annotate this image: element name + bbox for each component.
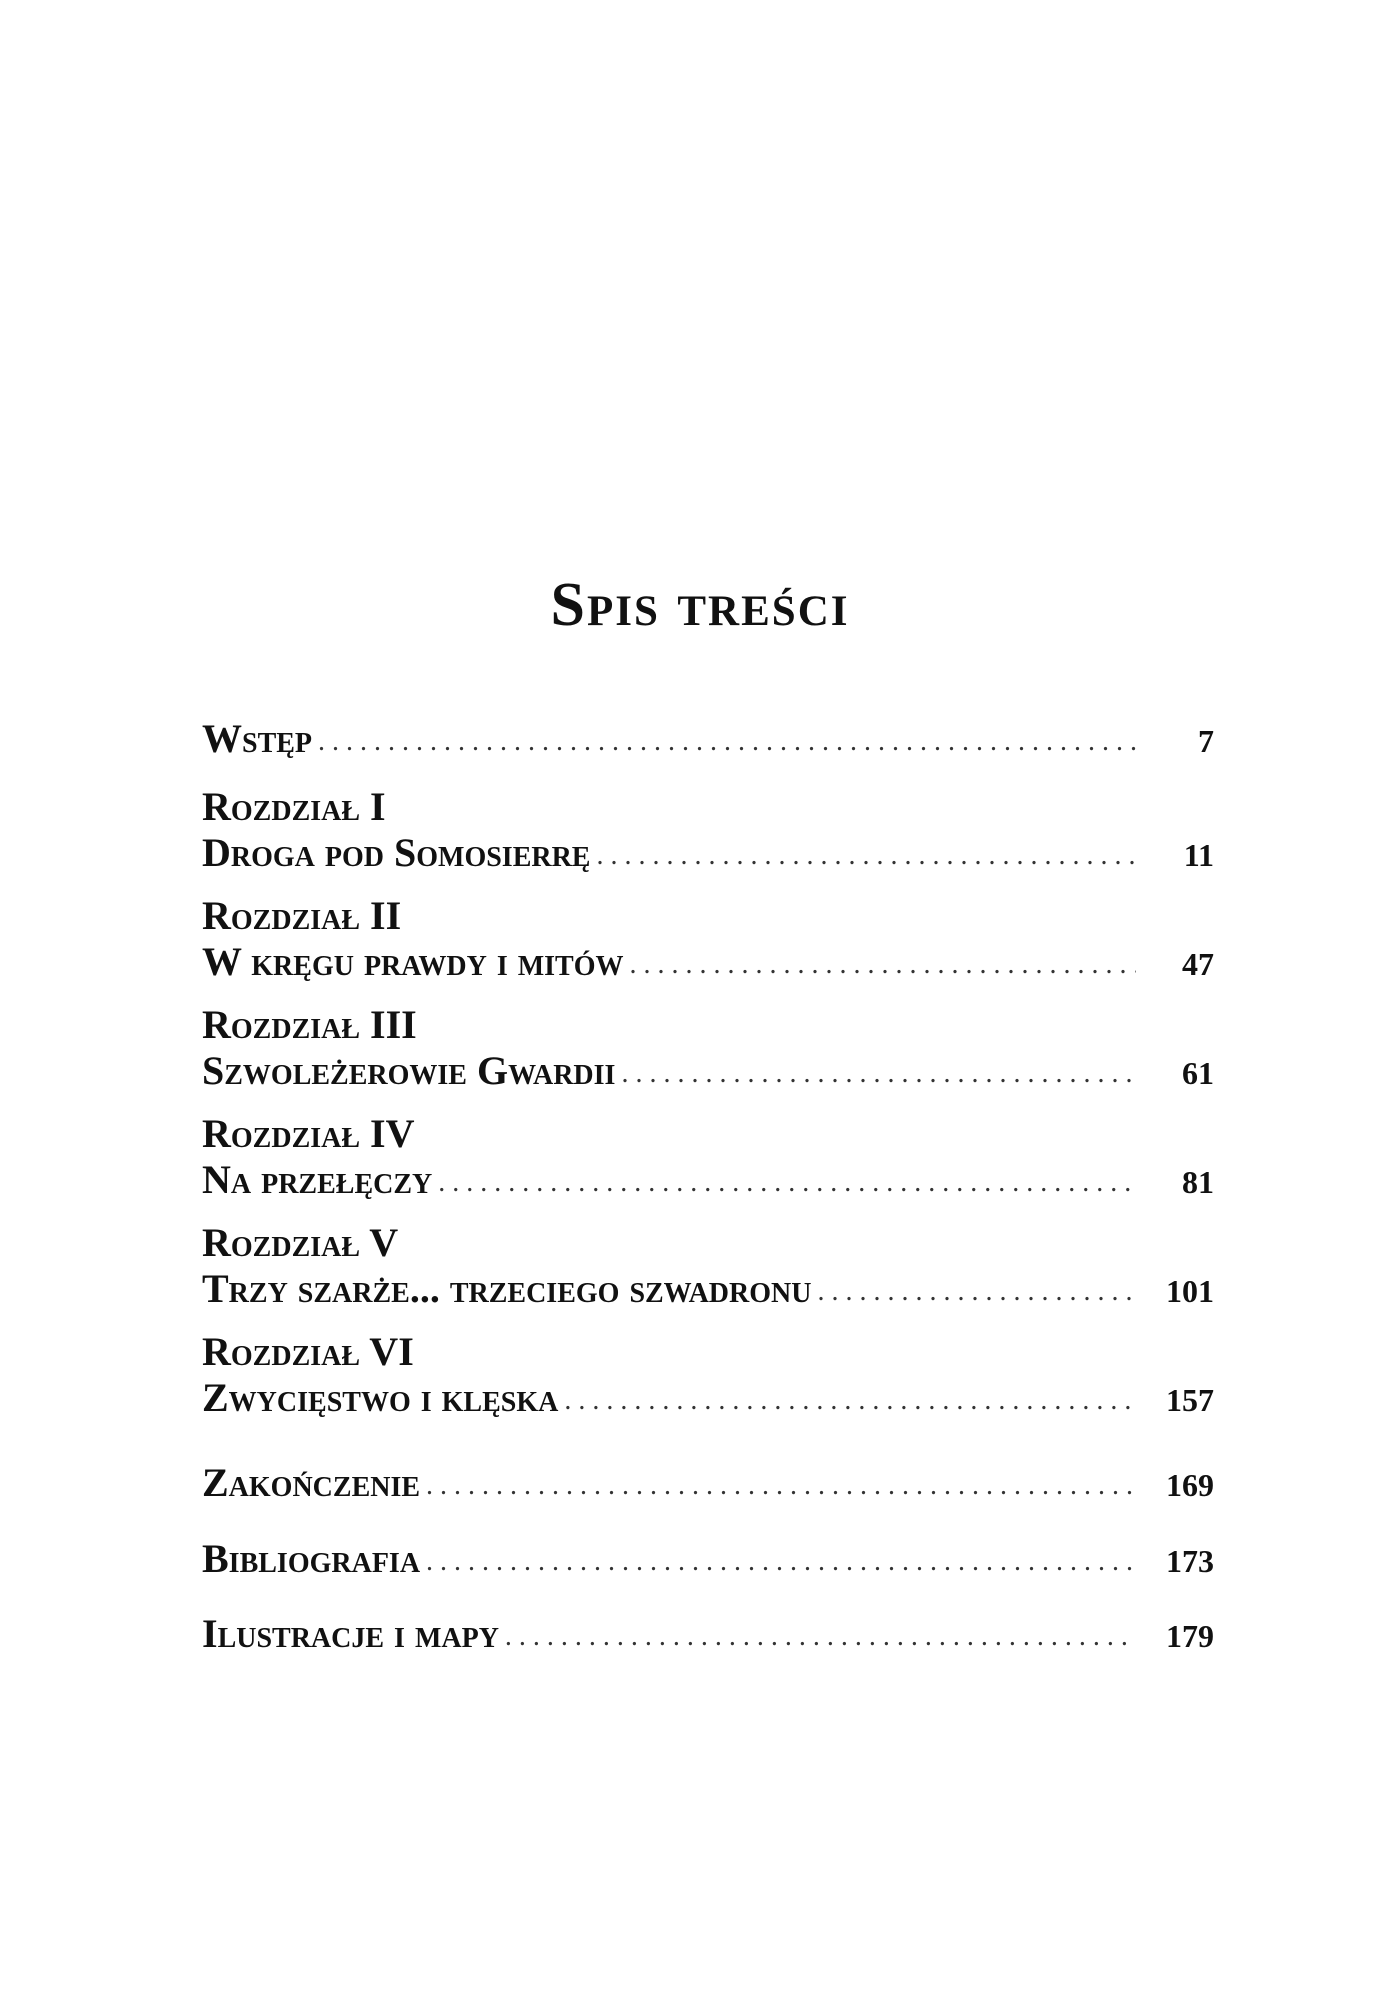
toc-line [202, 1460, 1214, 1511]
toc-entry-conclusion [202, 1460, 1214, 1511]
toc-line [202, 1611, 1214, 1662]
toc-entry-title: W kręgu prawdy i mitów [202, 939, 624, 984]
toc-entry-chapter-5 [202, 1220, 1214, 1317]
toc-page-number: 47 [1182, 946, 1214, 982]
toc-entry-title: Zakończenie [202, 1460, 421, 1505]
toc-entry-chapter-4 [202, 1111, 1214, 1208]
toc-line [202, 830, 1214, 881]
toc-page-number: 169 [1166, 1467, 1214, 1503]
toc-chapter-label: Rozdział II [202, 893, 402, 938]
toc-entry-title: Ilustracje i mapy [202, 1611, 499, 1656]
toc-entry-bibliography [202, 1536, 1214, 1587]
dot-leader [426, 1463, 1136, 1509]
toc-entry-title: Zwycięstwo i klęska [202, 1375, 559, 1420]
toc-page-number: 157 [1166, 1382, 1214, 1418]
toc-page-number: 173 [1166, 1543, 1214, 1579]
toc-line [202, 1157, 1214, 1208]
toc-entry-title: Na przełęczy [202, 1157, 433, 1202]
toc-line [202, 1536, 1214, 1587]
toc-page-number: 101 [1166, 1273, 1214, 1309]
toc-entry-chapter-1 [202, 784, 1214, 881]
toc-page-number: 179 [1166, 1618, 1214, 1654]
toc-line [202, 1375, 1214, 1426]
toc-line [202, 939, 1214, 990]
dot-leader [621, 1051, 1136, 1097]
toc-entry-title: Droga pod Somosierrę [202, 830, 591, 875]
toc-chapter-label: Rozdział VI [202, 1329, 414, 1374]
toc-entry-title: Bibliografia [202, 1536, 421, 1581]
dot-leader [630, 942, 1136, 988]
toc-page-number: 61 [1182, 1055, 1214, 1091]
toc-entry-chapter-2 [202, 893, 1214, 990]
toc-line [202, 716, 1214, 767]
toc-page-number: 7 [1198, 723, 1214, 759]
dot-leader [564, 1378, 1136, 1424]
toc-entry-title: Wstęp [202, 716, 313, 761]
toc-entry-chapter-6 [202, 1329, 1214, 1426]
toc-entry-title: Szwoleżerowie Gwardii [202, 1048, 616, 1093]
toc-entry-chapter-3 [202, 1002, 1214, 1099]
toc-page-number: 11 [1183, 837, 1214, 873]
toc-chapter-label: Rozdział I [202, 784, 386, 829]
dot-leader [426, 1539, 1136, 1585]
dot-leader [505, 1614, 1136, 1660]
dot-leader [438, 1160, 1136, 1206]
dot-leader [817, 1269, 1136, 1315]
toc-line [202, 1048, 1214, 1099]
dot-leader [596, 833, 1136, 879]
toc-chapter-label: Rozdział V [202, 1220, 399, 1265]
toc-page-number: 81 [1182, 1164, 1214, 1200]
toc-line [202, 1266, 1214, 1317]
toc-chapter-label: Rozdział III [202, 1002, 417, 1047]
toc-entry-title: Trzy szarże... trzeciego szwadronu [202, 1266, 812, 1311]
toc-entry-illustrations [202, 1611, 1214, 1662]
dot-leader [318, 719, 1136, 765]
toc-entry-intro [202, 716, 1214, 767]
toc-chapter-label: Rozdział IV [202, 1111, 415, 1156]
page-title: Spis treści [550, 571, 850, 639]
